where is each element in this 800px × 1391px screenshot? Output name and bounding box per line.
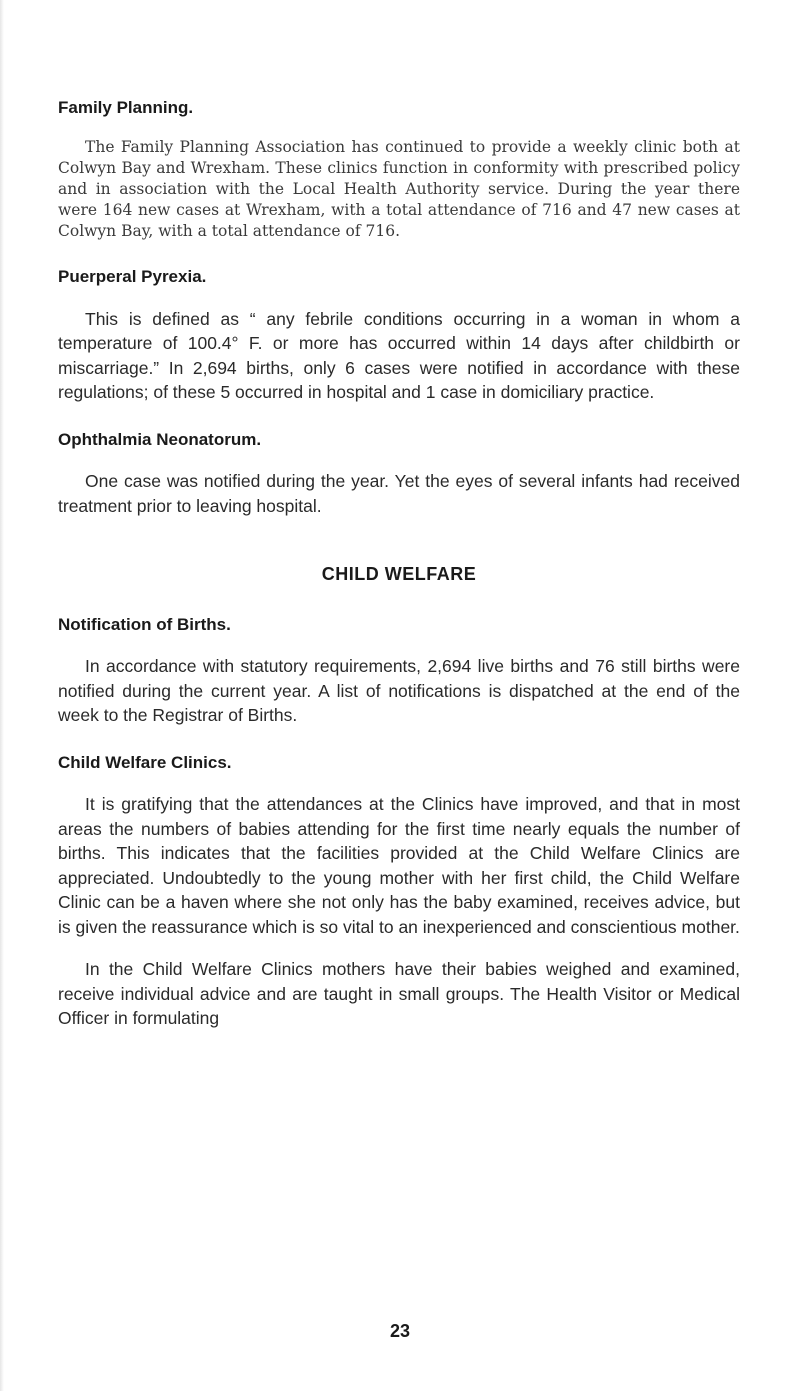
- child-welfare-clinics-paragraph-1: It is gratifying that the attendances at the Clinics have improved, and that in most areas the numbers of babies attending for the first time nearly equals the number of births. This indicates that the facilities provided at the Child Welfare Clinics are appreciated. Undoubtedly to the young mother with her first child, the Child Welfare Clinic can be a haven where she not only has the baby examined, receives advice, but is given the reassurance which is so vital to an inexperienced and conscientious mother.: [58, 794, 740, 937]
- family-planning-heading: Family Planning.: [58, 98, 194, 117]
- puerperal-pyrexia-heading: Puerperal Pyrexia.: [58, 267, 207, 287]
- notification-of-births-paragraph: In accordance with statutory requirements, 2,694 live births and 76 still births were notified during the current year. A list of notifications is dispatched at the end of the week to the Registrar of Births.: [58, 656, 740, 726]
- ophthalmia-paragraph: One case was notified during the year. Yet the eyes of several infants had received treatment prior to leaving hospital.: [58, 471, 740, 516]
- notification-of-births-heading: Notification of Births.: [58, 614, 231, 634]
- puerperal-pyrexia-paragraph: This is defined as “ any febrile conditions occurring in a woman in whom a temperature of 100.4° F. or more has occurred within 14 days after childbirth or miscarriage.” In 2,694 births, only 6 cases were notified in accordance with these regulations; of these 5 occurred in hospital and 1 case in domiciliary practice.: [58, 308, 740, 403]
- page-number: 23: [389, 1321, 411, 1341]
- family-planning-paragraph: The Family Planning Association has continued to provide a weekly clinic both at Colwyn Bay and Wrexham. These clinics function in conformity with prescribed policy and in association with the Local Health Authority service. During the year there were 164 new cases at Wrexham, with a total attendance of 716 and 47 new cases at Colwyn Bay, with a total attendance of 716.: [58, 138, 740, 241]
- child-welfare-title: CHILD WELFARE: [321, 564, 477, 585]
- child-welfare-clinics-paragraph-2: In the Child Welfare Clinics mothers have their babies weighed and examined, receive individual advice and are taught in small groups. The Health Visitor or Medical Officer in formulating: [58, 959, 740, 1029]
- ophthalmia-heading: Ophthalmia Neonatorum.: [58, 429, 262, 449]
- child-welfare-clinics-heading: Child Welfare Clinics.: [58, 752, 232, 772]
